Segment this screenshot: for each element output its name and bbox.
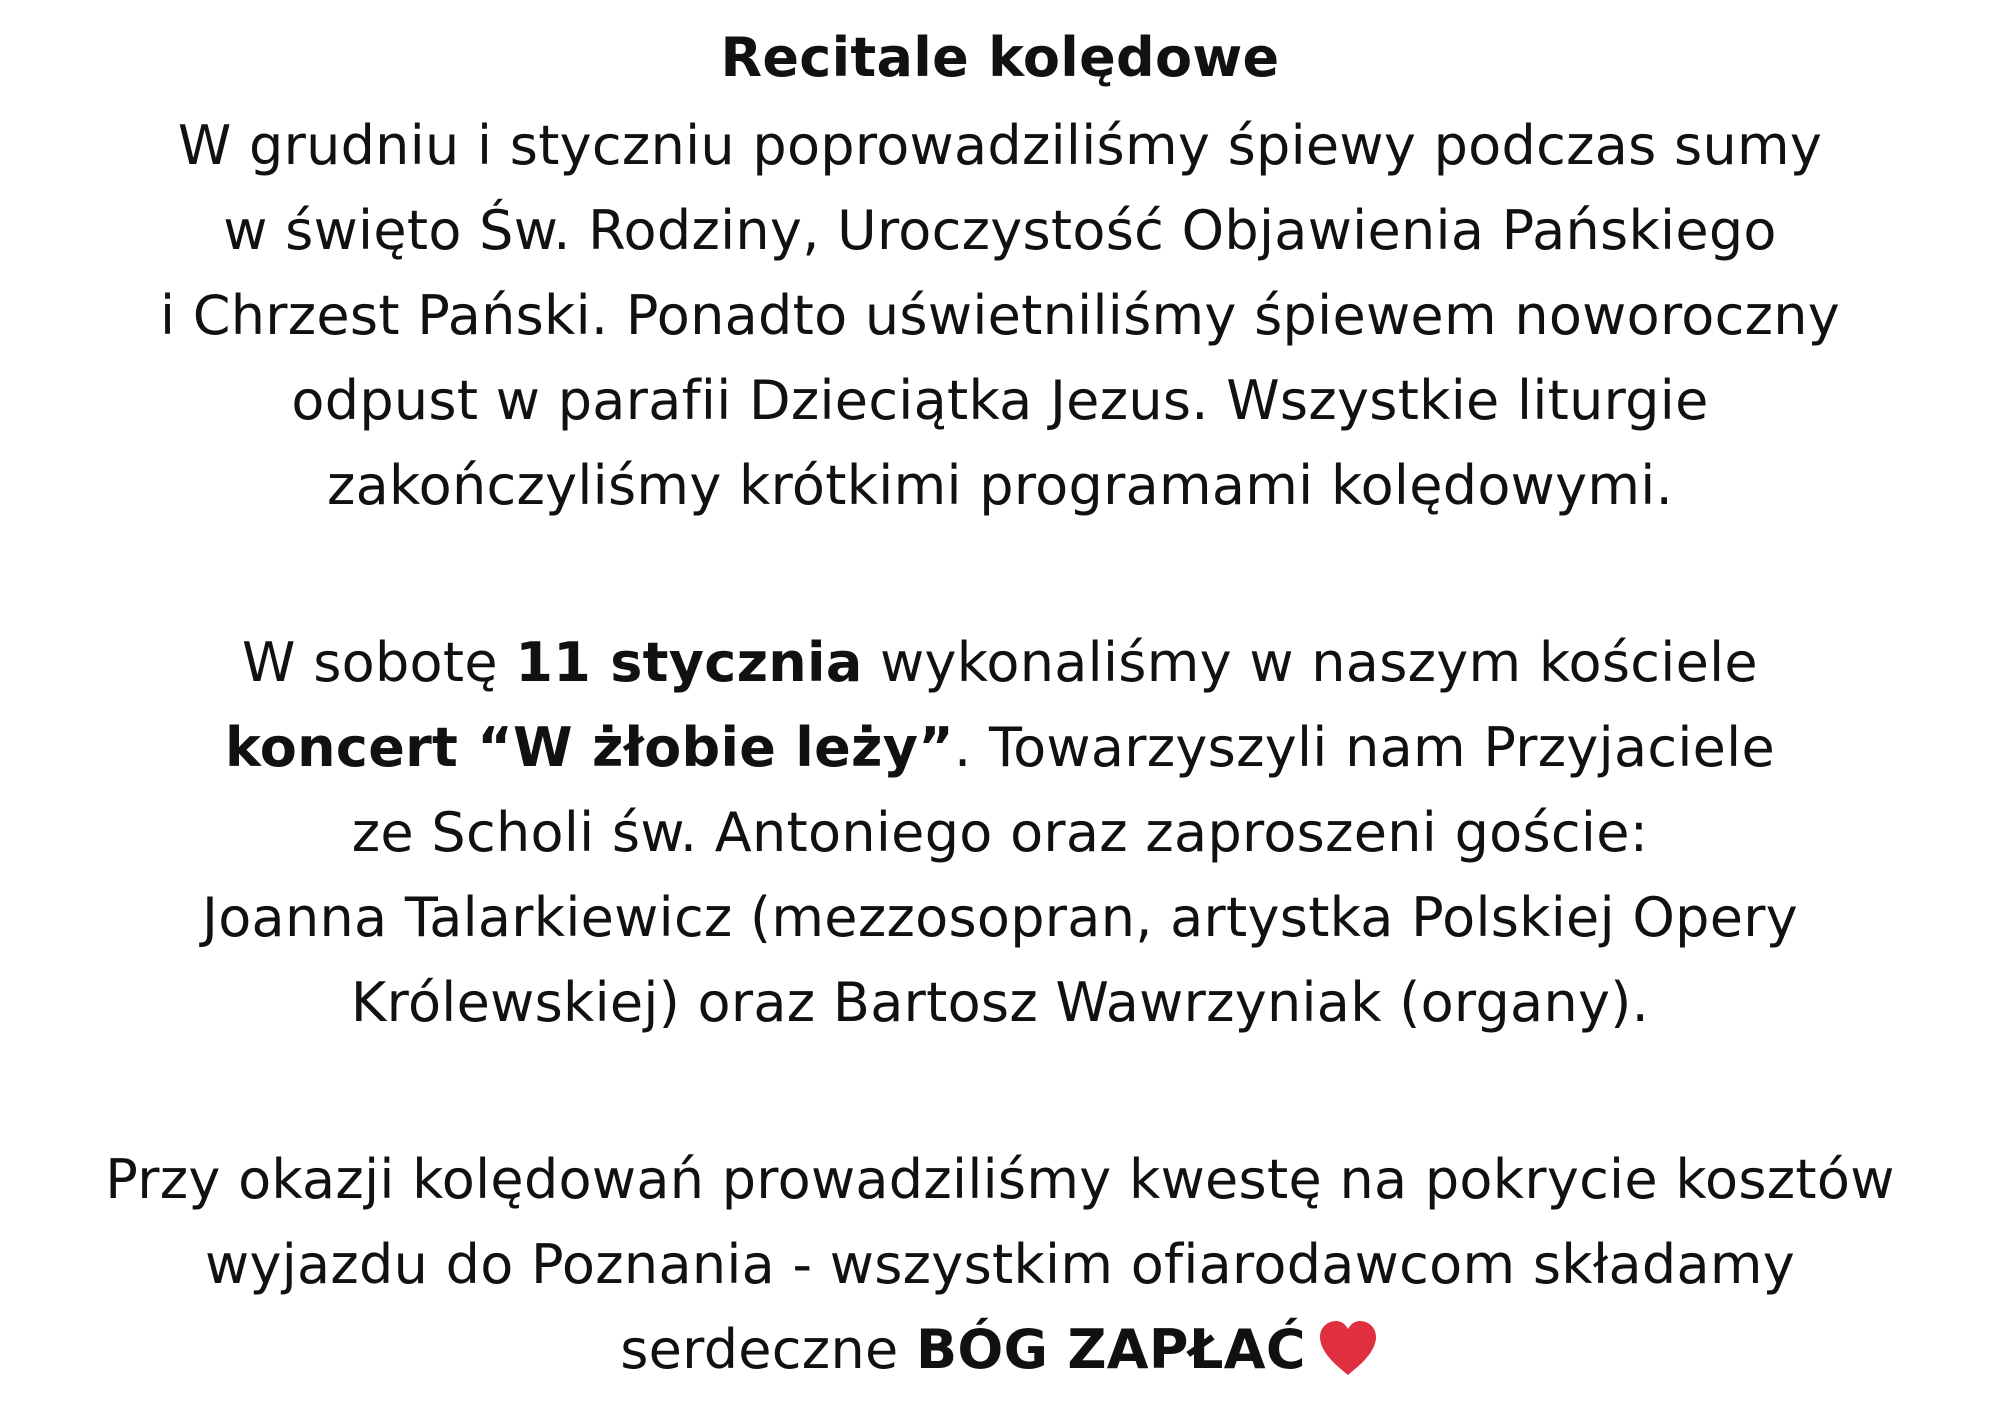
page-title: Recitale kolędowe xyxy=(720,26,1280,89)
paragraph-3-line-1: Przy okazji kolędowań prowadziliśmy kwestę na pokrycie kosztów xyxy=(105,1148,1895,1211)
paragraph-1-line-4: odpust w parafii Dzieciątka Jezus. Wszystkie liturgie xyxy=(291,369,1709,432)
paragraph-3-line-2: wyjazdu do Poznania - wszystkim ofiarodawcom składamy xyxy=(204,1233,1796,1296)
paragraph-1-line-3: i Chrzest Pański. Ponadto uświetniliśmy śpiewem noworoczny xyxy=(159,284,1841,347)
concert-name: koncert “W żłobie leży” xyxy=(224,716,955,779)
closing-thanks: BÓG ZAPŁAĆ xyxy=(915,1318,1306,1381)
paragraph-1-line-2: w święto Św. Rodziny, Uroczystość Objawienia Pańskiego xyxy=(223,199,1777,262)
concert-date: 11 stycznia xyxy=(515,631,863,694)
sentence-start: W sobotę xyxy=(242,631,516,694)
paragraph-2-line-4: Joanna Talarkiewicz (mezzosopran, artystka Polskiej Opery xyxy=(201,886,1799,949)
paragraph-2-line-5: Królewskiej) oraz Bartosz Wawrzyniak (organy). xyxy=(350,971,1650,1034)
paragraph-2-line-2 xyxy=(0,705,2000,791)
paragraph-2-line-3: ze Scholi św. Antoniego oraz zaproszeni goście: xyxy=(351,801,1649,864)
paragraph-1-line-1: W grudniu i styczniu poprowadziliśmy śpiewy podczas sumy xyxy=(177,114,1823,177)
sentence-rest: wykonaliśmy w naszym kościele xyxy=(862,631,1758,694)
paragraph-3-line-3 xyxy=(0,1307,2000,1393)
sentence-rest: . Towarzyszyli nam Przyjaciele xyxy=(954,716,1776,779)
closing-prefix: serdeczne xyxy=(620,1318,916,1381)
heart-icon xyxy=(1316,1318,1380,1378)
paragraph-1-line-5: zakończyliśmy krótkimi programami kolędowymi. xyxy=(326,454,1674,517)
paragraph-2-line-1 xyxy=(0,620,2000,706)
